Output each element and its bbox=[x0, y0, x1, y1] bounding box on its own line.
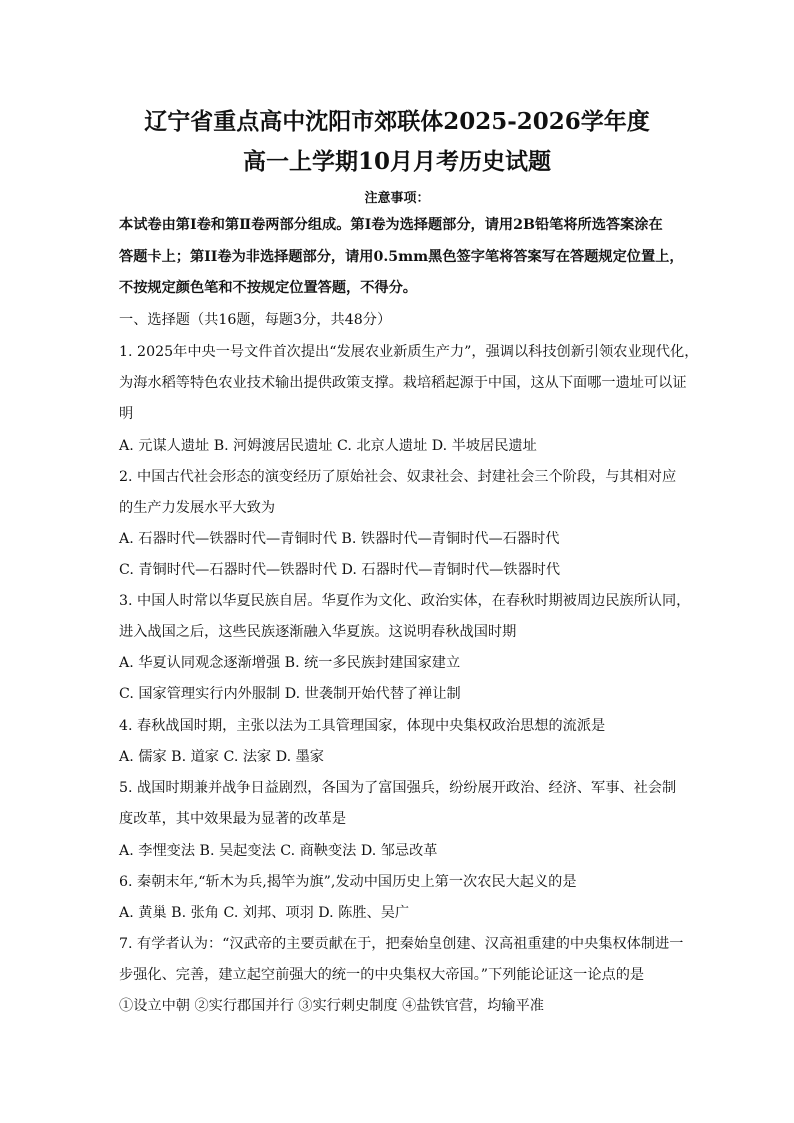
question-2-stem: 2. 中国古代社会形态的演变经历了原始社会、奴隶社会、封建社会三个阶段，与其相对应 bbox=[119, 469, 677, 485]
question-7-stem: 7. 有学者认为：“汉武帝的主要贡献在于，把秦始皇创建、汉高祖重建的中央集权体制进一 bbox=[119, 936, 684, 952]
exam-title-line1: 辽宁省重点高中沈阳市郊联体2025-2026学年度 bbox=[144, 108, 650, 135]
question-1-stem: 为海水稻等特色农业技术输出提供政策支撑。栽培稻起源于中国，这从下面哪一遗址可以证 bbox=[119, 375, 687, 391]
notice-line: 不按规定颜色笔和不按规定位置答题，不得分。 bbox=[119, 280, 417, 296]
exam-title-line2: 高一上学期10月月考历史试题 bbox=[242, 148, 551, 175]
notice-line: 答题卡上；第II卷为非选择题部分，请用0.5mm黑色签字笔将答案写在答题规定位置上， bbox=[119, 249, 684, 265]
question-1-stem: 明 bbox=[119, 406, 134, 422]
question-3-options: A. 华夏认同观念逐渐增强 B. 统一多民族封建国家建立 bbox=[119, 655, 461, 671]
question-5-options: A. 李悝变法 B. 吴起变法 C. 商鞅变法 D. 邹忌改革 bbox=[119, 843, 438, 859]
question-3-stem: 3. 中国人时常以华夏民族自居。华夏作为文化、政治实体，在春秋时期被周边民族所认同， bbox=[119, 593, 691, 609]
question-4-stem: 4. 春秋战国时期，主张以法为工具管理国家，体现中央集权政治思想的流派是 bbox=[119, 718, 606, 734]
notice-line: 本试卷由第Ⅰ卷和第Ⅱ卷两部分组成。第Ⅰ卷为选择题部分，请用2B铅笔将所选答案涂在 bbox=[119, 217, 663, 233]
question-1-options: A. 元谋人遗址 B. 河姆渡居民遗址 C. 北京人遗址 D. 半坡居民遗址 bbox=[119, 438, 537, 454]
question-3-stem: 进入战国之后，这些民族逐渐融入华夏族。这说明春秋战国时期 bbox=[119, 624, 517, 640]
question-5-stem: 度改革，其中效果最为显著的改革是 bbox=[119, 811, 347, 827]
section-heading: 一、选择题（共16题，每题3分，共48分） bbox=[119, 312, 392, 328]
question-1-stem: 1. 2025年中央一号文件首次提出“发展农业新质生产力”，强调以科技创新引领农业现代化， bbox=[119, 344, 699, 360]
question-5-stem: 5. 战国时期兼并战争日益剧烈，各国为了富国强兵，纷纷展开政治、经济、军事、社会制 bbox=[119, 780, 677, 796]
question-7-stem: 步强化、完善，建立起空前强大的统一的中央集权大帝国。”下列能论证这一论点的是 bbox=[119, 967, 645, 983]
question-4-options: A. 儒家 B. 道家 C. 法家 D. 墨家 bbox=[119, 749, 324, 765]
question-6-stem: 6. 秦朝末年,“斩木为兵,揭竿为旗”,发动中国历史上第一次农民大起义的是 bbox=[119, 874, 577, 890]
question-2-options: C. 青铜时代—石器时代—铁器时代 D. 石器时代—青铜时代—铁器时代 bbox=[119, 562, 561, 578]
question-7-options: ①设立中朝 ②实行郡国并行 ③实行刺史制度 ④盐铁官营，均输平准 bbox=[119, 998, 544, 1014]
question-2-options: A. 石器时代—铁器时代—青铜时代 B. 铁器时代—青铜时代—石器时代 bbox=[119, 531, 560, 547]
question-6-options: A. 黄巢 B. 张角 C. 刘邦、项羽 D. 陈胜、吴广 bbox=[119, 905, 410, 921]
notice-heading: 注意事项： bbox=[364, 191, 430, 206]
question-3-options: C. 国家管理实行内外服制 D. 世袭制开始代替了禅让制 bbox=[119, 686, 461, 702]
question-2-stem: 的生产力发展水平大致为 bbox=[119, 500, 276, 516]
